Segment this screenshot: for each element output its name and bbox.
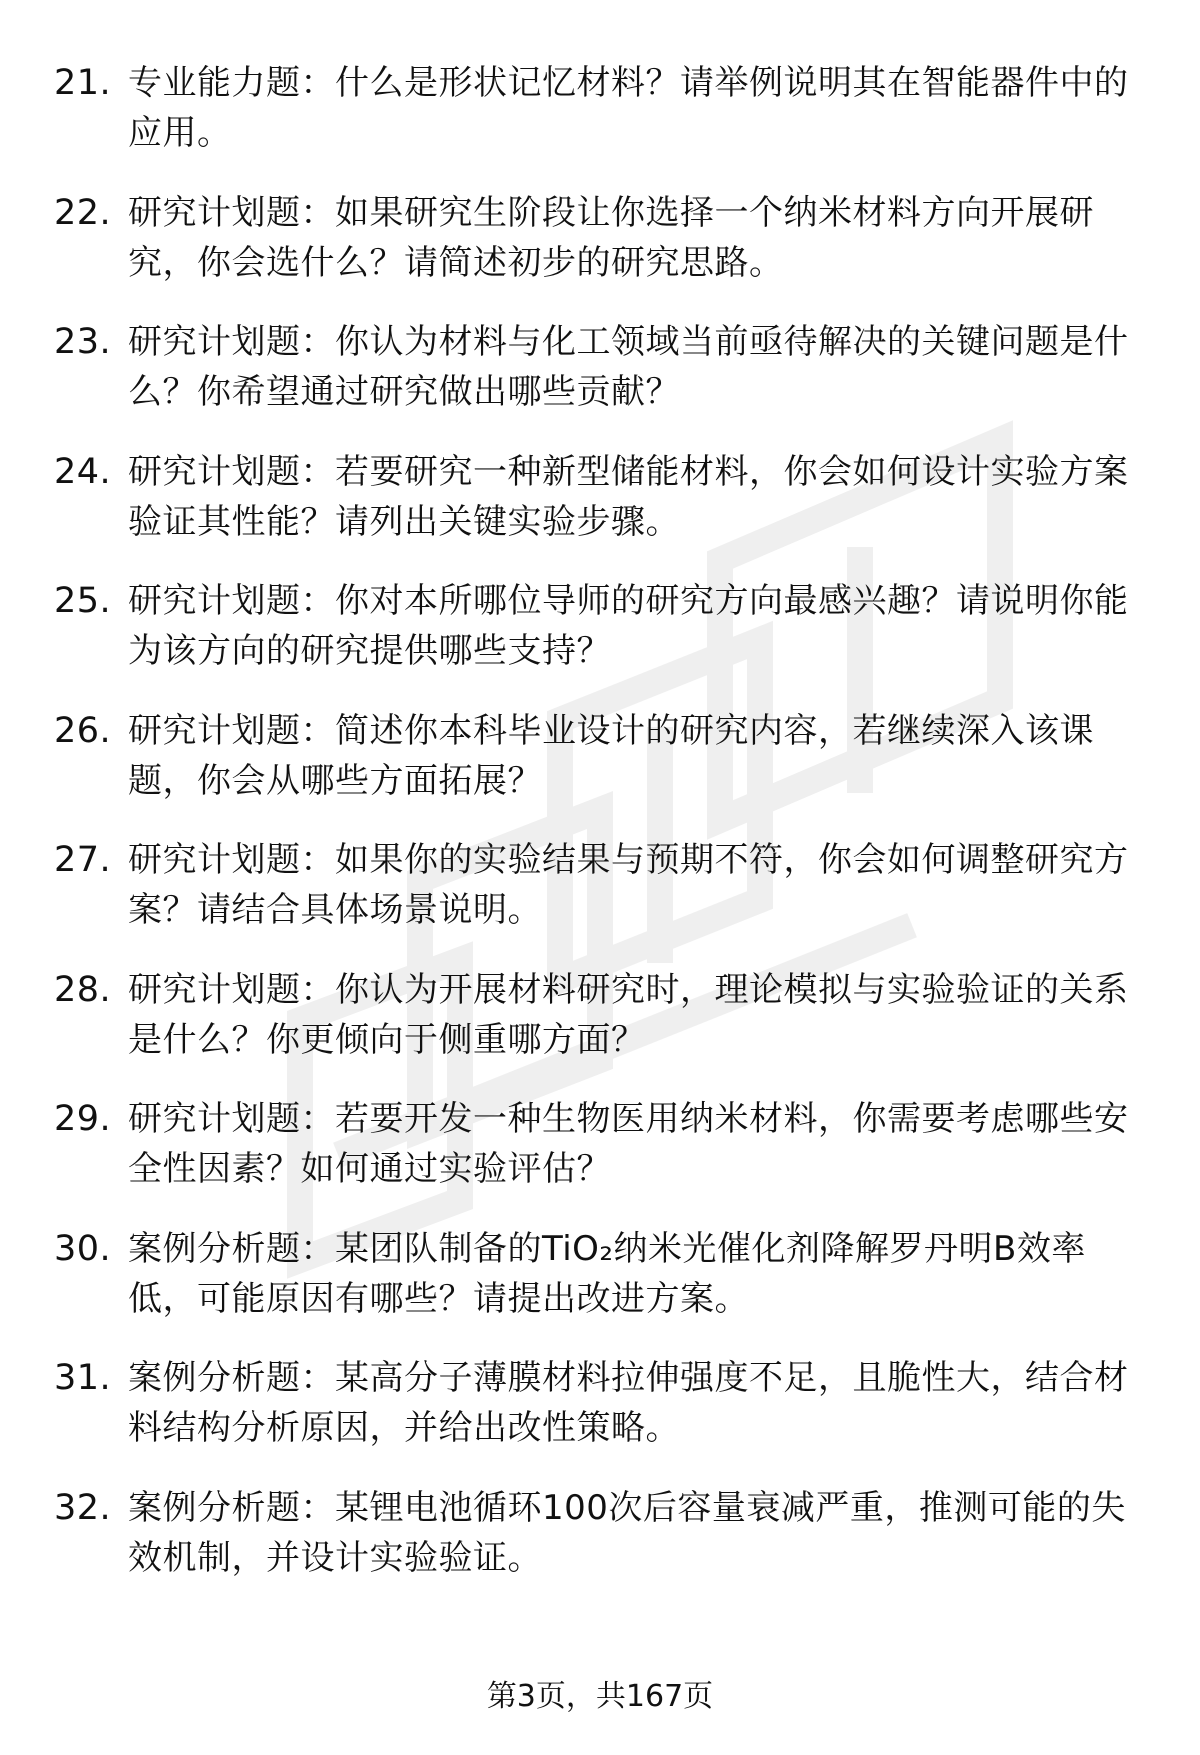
- question-item: [0, 576, 1200, 706]
- question-number: 26.: [54, 710, 112, 751]
- question-item: [0, 1094, 1200, 1224]
- question-text: 研究计划题：如果研究生阶段让你选择一个纳米材料方向开展研究，你会选什么？请简述初步的研究思路。: [128, 192, 1094, 283]
- page-number: 第3页，共167页: [486, 1679, 714, 1714]
- question-item: [0, 1353, 1200, 1483]
- question-text: 研究计划题：如果你的实验结果与预期不符，你会如何调整研究方案？请结合具体场景说明。: [128, 840, 1129, 930]
- question-number: 24.: [54, 451, 112, 492]
- question-text: 研究计划题：你对本所哪位导师的研究方向最感兴趣？请说明你能为该方向的研究提供哪些支持？: [128, 581, 1129, 671]
- question-item: [0, 58, 1200, 188]
- question-item: [0, 835, 1200, 965]
- question-number: 21.: [54, 63, 112, 103]
- question-item: [0, 447, 1200, 577]
- question-item: [0, 188, 1200, 318]
- question-text: 研究计划题：简述你本科毕业设计的研究内容，若继续深入该课题，你会从哪些方面拓展？: [128, 710, 1094, 801]
- question-text: 研究计划题：若要开发一种生物医用纳米材料，你需要考虑哪些安全性因素？如何通过实验评估？: [128, 1099, 1129, 1189]
- question-number: 27.: [54, 840, 112, 880]
- question-text: 案例分析题：某团队制备的TiO₂纳米光催化剂降解罗丹明B效率低，可能原因有哪些？请提出改进方案。: [128, 1228, 1086, 1319]
- question-number: 30.: [54, 1228, 112, 1269]
- question-number: 25.: [54, 581, 112, 621]
- question-number: 22.: [54, 192, 112, 233]
- question-number: 29.: [54, 1099, 112, 1139]
- question-item: [0, 706, 1200, 836]
- question-text: 案例分析题：某高分子薄膜材料拉伸强度不足，且脆性大，结合材料结构分析原因，并给出改性策略。: [128, 1358, 1129, 1448]
- question-number: 31.: [54, 1358, 112, 1398]
- question-number: 28.: [54, 969, 112, 1010]
- question-item: [0, 1483, 1200, 1613]
- question-text: 研究计划题：你认为开展材料研究时，理论模拟与实验验证的关系是什么？你更倾向于侧重哪方面？: [128, 969, 1129, 1060]
- question-number: 32.: [54, 1487, 112, 1528]
- question-text: 案例分析题：某锂电池循环100次后容量衰减严重，推测可能的失效机制，并设计实验验证。: [128, 1487, 1126, 1578]
- question-text: 研究计划题：若要研究一种新型储能材料，你会如何设计实验方案验证其性能？请列出关键实验步骤。: [128, 451, 1129, 542]
- question-item: [0, 1224, 1200, 1354]
- question-number: 23.: [54, 322, 112, 362]
- question-text: 研究计划题：你认为材料与化工领域当前亟待解决的关键问题是什么？你希望通过研究做出哪些贡献？: [128, 322, 1129, 412]
- question-text: 专业能力题：什么是形状记忆材料？请举例说明其在智能器件中的应用。: [128, 63, 1129, 153]
- question-list: [0, 58, 1200, 1612]
- question-item: [0, 965, 1200, 1095]
- question-item: [0, 317, 1200, 447]
